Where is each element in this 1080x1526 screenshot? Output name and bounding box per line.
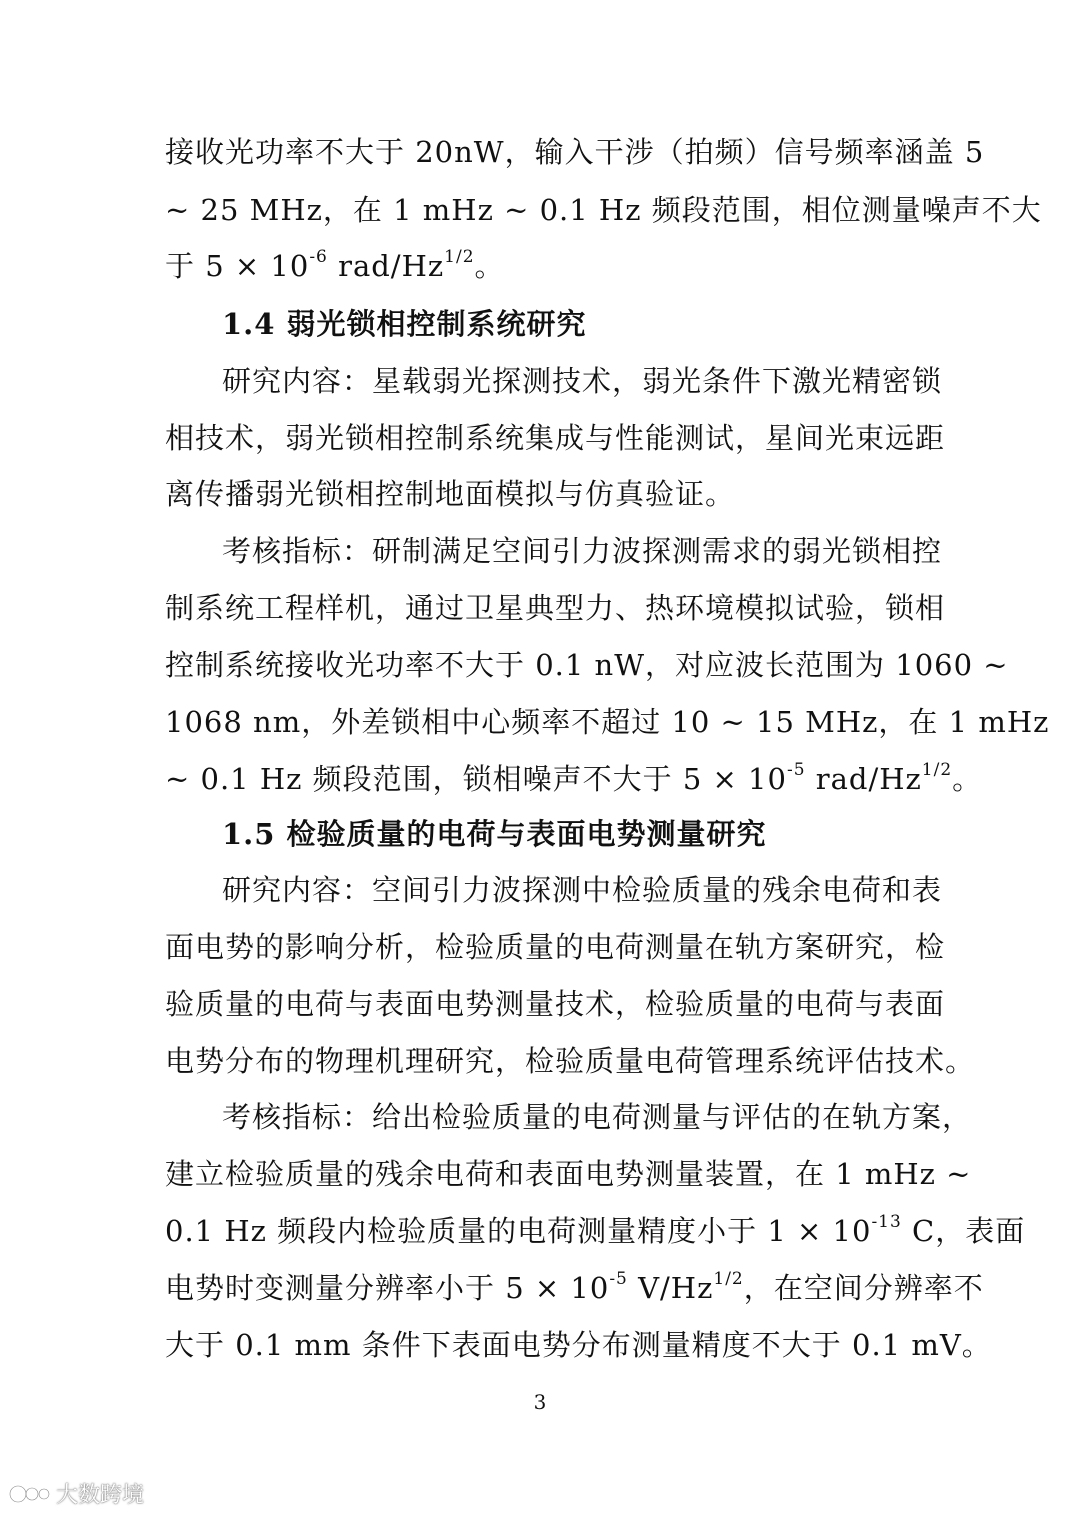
- superscript: 1/2: [444, 247, 475, 268]
- paragraph-line: 研究内容：空间引力波探测中检验质量的残余电荷和表: [222, 873, 943, 907]
- watermark-text: 大数跨境: [56, 1483, 145, 1508]
- text-run: 。: [474, 249, 505, 283]
- paragraph-line: 离传播弱光锁相控制地面模拟与仿真验证。: [165, 477, 736, 511]
- text-run: rad/Hz: [327, 249, 445, 283]
- text-run: ~ 0.1 Hz 频段范围，锁相噪声不大于 5 × 10: [165, 762, 787, 796]
- text-run: C，表面: [901, 1214, 1026, 1248]
- text-run: ，在空间分辨率不: [743, 1271, 984, 1305]
- text-run: 于 5 × 10: [165, 249, 310, 283]
- paragraph-line: 制系统工程样机，通过卫星典型力、热环境模拟试验，锁相: [165, 591, 946, 625]
- paragraph-line: 电势分布的物理机理研究，检验质量电荷管理系统评估技术。: [165, 1044, 976, 1078]
- text-run: 电势时变测量分辨率小于 5 × 10: [165, 1271, 610, 1305]
- superscript: -6: [309, 247, 328, 268]
- superscript: 1/2: [713, 1269, 744, 1290]
- page-number: 3: [533, 1390, 547, 1414]
- paragraph-line: [165, 1211, 1026, 1251]
- paragraph-line: [165, 1268, 984, 1308]
- watermark-logo-icon: [8, 1481, 52, 1507]
- paragraph-line: 验质量的电荷与表面电势测量技术，检验质量的电荷与表面: [165, 987, 946, 1021]
- paragraph-line: 相技术，弱光锁相控制系统集成与性能测试，星间光束远距: [165, 421, 946, 455]
- paragraph-line: 控制系统接收光功率不大于 0.1 nW，对应波长范围为 1060 ~: [165, 648, 1009, 682]
- paragraph-line: [165, 759, 983, 799]
- paragraph-line: 面电势的影响分析，检验质量的电荷测量在轨方案研究，检: [165, 930, 946, 964]
- section-heading: 1.5 检验质量的电荷与表面电势测量研究: [222, 817, 767, 851]
- paragraph-line: ~ 25 MHz，在 1 mHz ~ 0.1 Hz 频段范围，相位测量噪声不大: [165, 193, 1042, 227]
- text-run: rad/Hz: [805, 762, 922, 796]
- text-run: V/Hz: [627, 1271, 714, 1305]
- superscript: 1/2: [921, 760, 953, 781]
- superscript: -13: [871, 1212, 902, 1233]
- paragraph-line: 接收光功率不大于 20nW，输入干涉（拍频）信号频率涵盖 5: [165, 135, 985, 169]
- paragraph-line: 1068 nm，外差锁相中心频率不超过 10 ~ 15 MHz，在 1 mHz: [165, 705, 1050, 739]
- paragraph-line: 大于 0.1 mm 条件下表面电势分布测量精度不大于 0.1 mV。: [165, 1328, 992, 1362]
- watermark: [8, 1478, 144, 1509]
- text-run: 。: [952, 762, 983, 796]
- superscript: -5: [609, 1269, 628, 1290]
- superscript: -5: [786, 760, 806, 781]
- paragraph-line: 考核指标：研制满足空间引力波探测需求的弱光锁相控: [222, 534, 943, 568]
- section-heading: 1.4 弱光锁相控制系统研究: [222, 307, 587, 341]
- text-run: 0.1 Hz 频段内检验质量的电荷测量精度小于 1 × 10: [165, 1214, 872, 1248]
- paragraph-line: 建立检验质量的残余电荷和表面电势测量装置，在 1 mHz ~: [165, 1157, 972, 1191]
- paragraph-line: 考核指标：给出检验质量的电荷测量与评估的在轨方案，: [222, 1100, 973, 1134]
- paragraph-line: [165, 246, 925, 286]
- paragraph-line: 研究内容：星载弱光探测技术，弱光条件下激光精密锁: [222, 364, 943, 398]
